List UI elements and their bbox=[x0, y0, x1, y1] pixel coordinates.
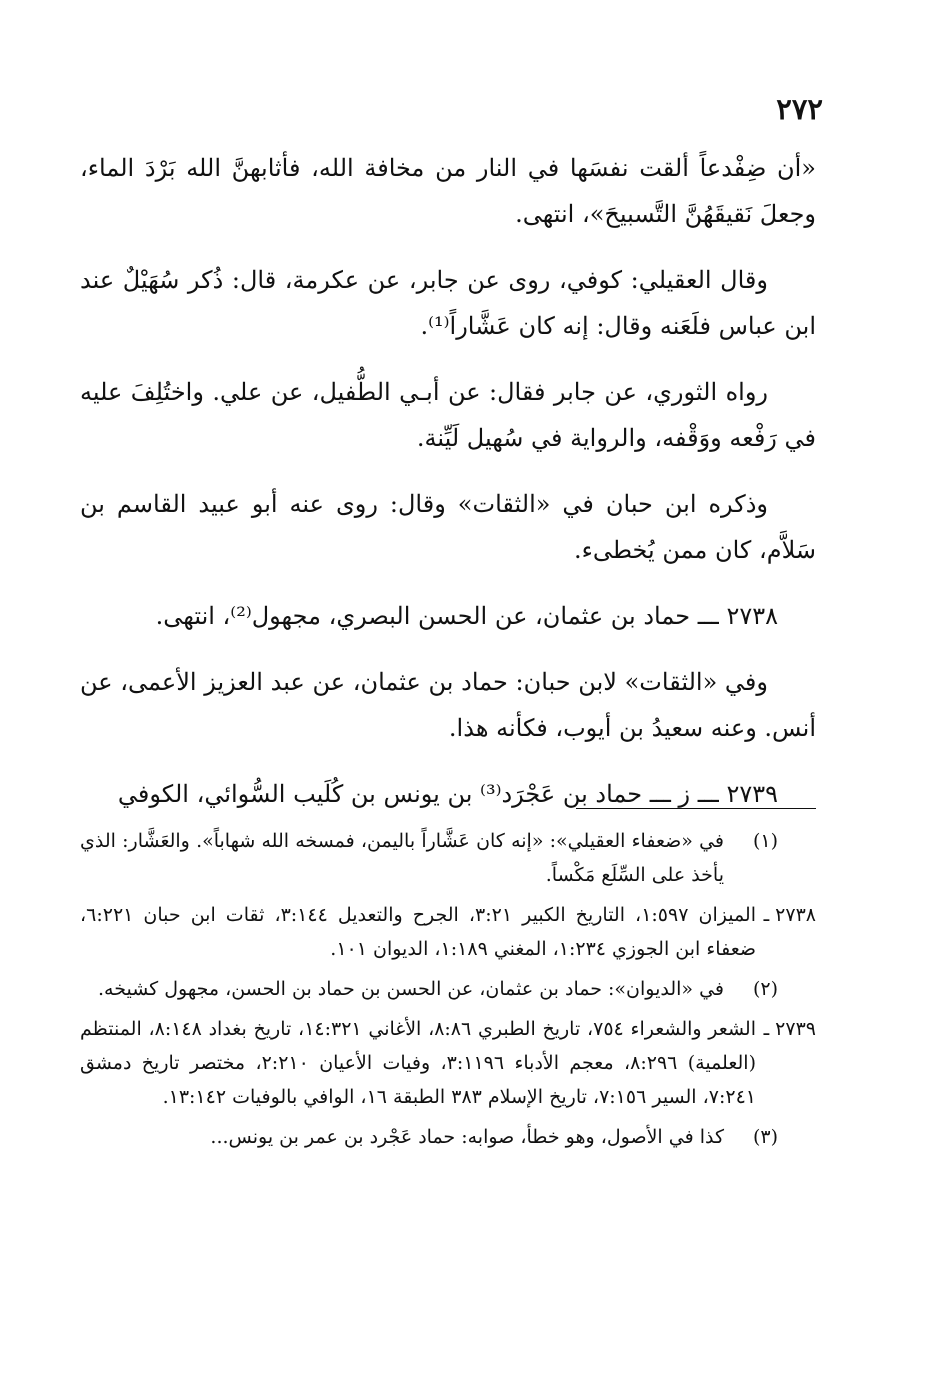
biography-entry: ٢٧٣٨ ـــ حماد بن عثمان، عن الحسن البصري، مجهول⁽²⁾، انتهى. bbox=[155, 602, 778, 630]
source-note-text: الميزان ١:٥٩٧، التاريخ الكبير ٣:٢١، الجرح والتعديل ٣:١٤٤، ثقات ابن حبان ٦:٢٢١، ضعفاء ابن الجوزي ١:٢٣٤، المغني ١:١٨٩، الديوان ١٠١. bbox=[80, 904, 756, 960]
footnote-label: (٢) bbox=[752, 978, 778, 1000]
source-note-label: ٢٧٣٩ ـ bbox=[763, 1018, 816, 1040]
footnote bbox=[80, 824, 816, 892]
biography-entry: ٢٧٣٩ ـــ ز ـــ حماد بن عَجْرَد⁽³⁾ بن يونس بن كُلَيب السُّوائي، الكوفي bbox=[117, 780, 778, 808]
footnote-text: في «الديوان»: حماد بن عثمان، عن الحسن بن حماد بن الحسن، مجهول كشيخه. bbox=[97, 978, 724, 1000]
source-note-label: ٢٧٣٨ ـ bbox=[763, 904, 816, 926]
paragraph: «أن ضِفْدعاً ألقت نفسَها في النار من مخافة الله، فأثابهنَّ الله بَرْدَ الماء، وجعلَ نَقيقَهُنَّ التَّسبيحَ»، انتهى. bbox=[80, 154, 816, 228]
footnote bbox=[80, 972, 816, 1006]
footnotes bbox=[80, 824, 816, 1160]
main-text bbox=[80, 145, 816, 837]
paragraph: رواه الثوري، عن جابر فقال: عن أبـي الطُّفيل، عن علي. واختُلِفَ عليه في رَفْعه ووَقْفه، والرواية في سُهيل لَيِّنة. bbox=[80, 378, 816, 452]
footnote-label: (٣) bbox=[752, 1126, 778, 1148]
source-note bbox=[80, 898, 816, 966]
footnote-text: في «ضعفاء العقيلي»: «إنه كان عَشَّاراً باليمن، فمسخه الله شهاباً». والعَشَّار: الذي يأخذ على السِّلَع مَكْساً. bbox=[80, 830, 724, 886]
source-note-text: الشعر والشعراء ٧٥٤، تاريخ الطبري ٨:٨٦، الأغاني ١٤:٣٢١، تاريخ بغداد ٨:١٤٨، المنتظم (العلمية) ٨:٢٩٦، معجم الأدباء ٣:١١٩٦، وفيات الأعيان ٢:٢١٠، مختصر تاريخ دمشق ٧:٢٤١، السير ٧:١٥٦، تاريخ الإسلام ٣٨٣ الطبقة ١٦، الوافي بالوفيات ١٣:١٤٢. bbox=[80, 1018, 756, 1108]
footnote-label: (١) bbox=[752, 830, 778, 852]
page-number: ٢٧٢ bbox=[776, 92, 823, 126]
paragraph: وقال العقيلي: كوفي، روى عن جابر، عن عكرمة، قال: ذُكر سُهَيْلٌ عند ابن عباس فلَعَنه وقال: إنه كان عَشَّاراً⁽¹⁾. bbox=[80, 266, 816, 340]
paragraph: وفي «الثقات» لابن حبان: حماد بن عثمان، عن عبد العزيز الأعمى، عن أنس. وعنه سعيدُ بن أيوب، فكأنه هذا. bbox=[80, 668, 816, 742]
source-note bbox=[80, 1012, 816, 1114]
footnote-text: كذا في الأصول، وهو خطأ، صوابه: حماد عَجْرد بن عمر بن يونس... bbox=[210, 1126, 724, 1148]
footnote-divider bbox=[576, 808, 816, 809]
footnote bbox=[80, 1120, 816, 1154]
paragraph: وذكره ابن حبان في «الثقات» وقال: روى عنه أبو عبيد القاسم بن سَلاَّم، كان ممن يُخطىء. bbox=[80, 490, 816, 564]
